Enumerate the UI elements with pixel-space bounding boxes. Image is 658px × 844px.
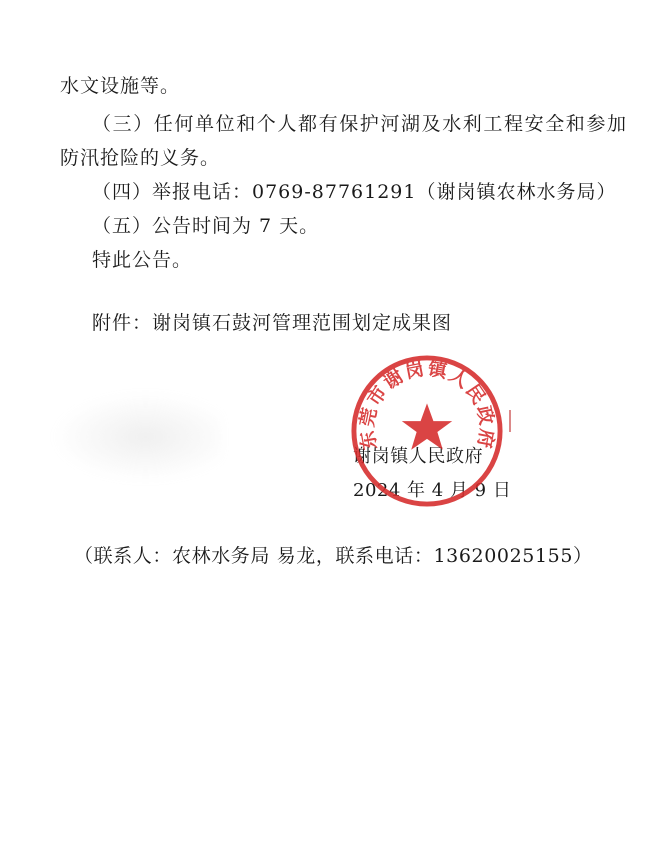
body-line-1: 水文设施等。 <box>60 75 181 97</box>
scan-smudge <box>52 392 222 482</box>
contact-line: （联系人：农林水务局 易龙，联系电话：13620025155） <box>74 545 593 567</box>
issuer-name: 谢岗镇人民政府 <box>353 446 484 467</box>
issue-date: 2024 年 4 月 9 日 <box>353 480 512 501</box>
report-phone-line: （四）举报电话：0769-87761291（谢岗镇农林水务局） <box>92 181 617 203</box>
official-seal-icon <box>348 352 506 510</box>
body-line-3: 防汛抢险的义务。 <box>60 147 221 169</box>
seal-text: 东莞市谢岗镇人民政府 <box>356 358 498 452</box>
closing-line: 特此公告。 <box>92 249 193 271</box>
notice-period-line: （五）公告时间为 7 天。 <box>92 215 320 237</box>
attachment-line: 附件：谢岗镇石鼓河管理范围划定成果图 <box>92 312 453 334</box>
body-line-2: （三）任何单位和个人都有保护河湖及水利工程安全和参加 <box>92 113 628 135</box>
red-mark <box>509 410 511 432</box>
